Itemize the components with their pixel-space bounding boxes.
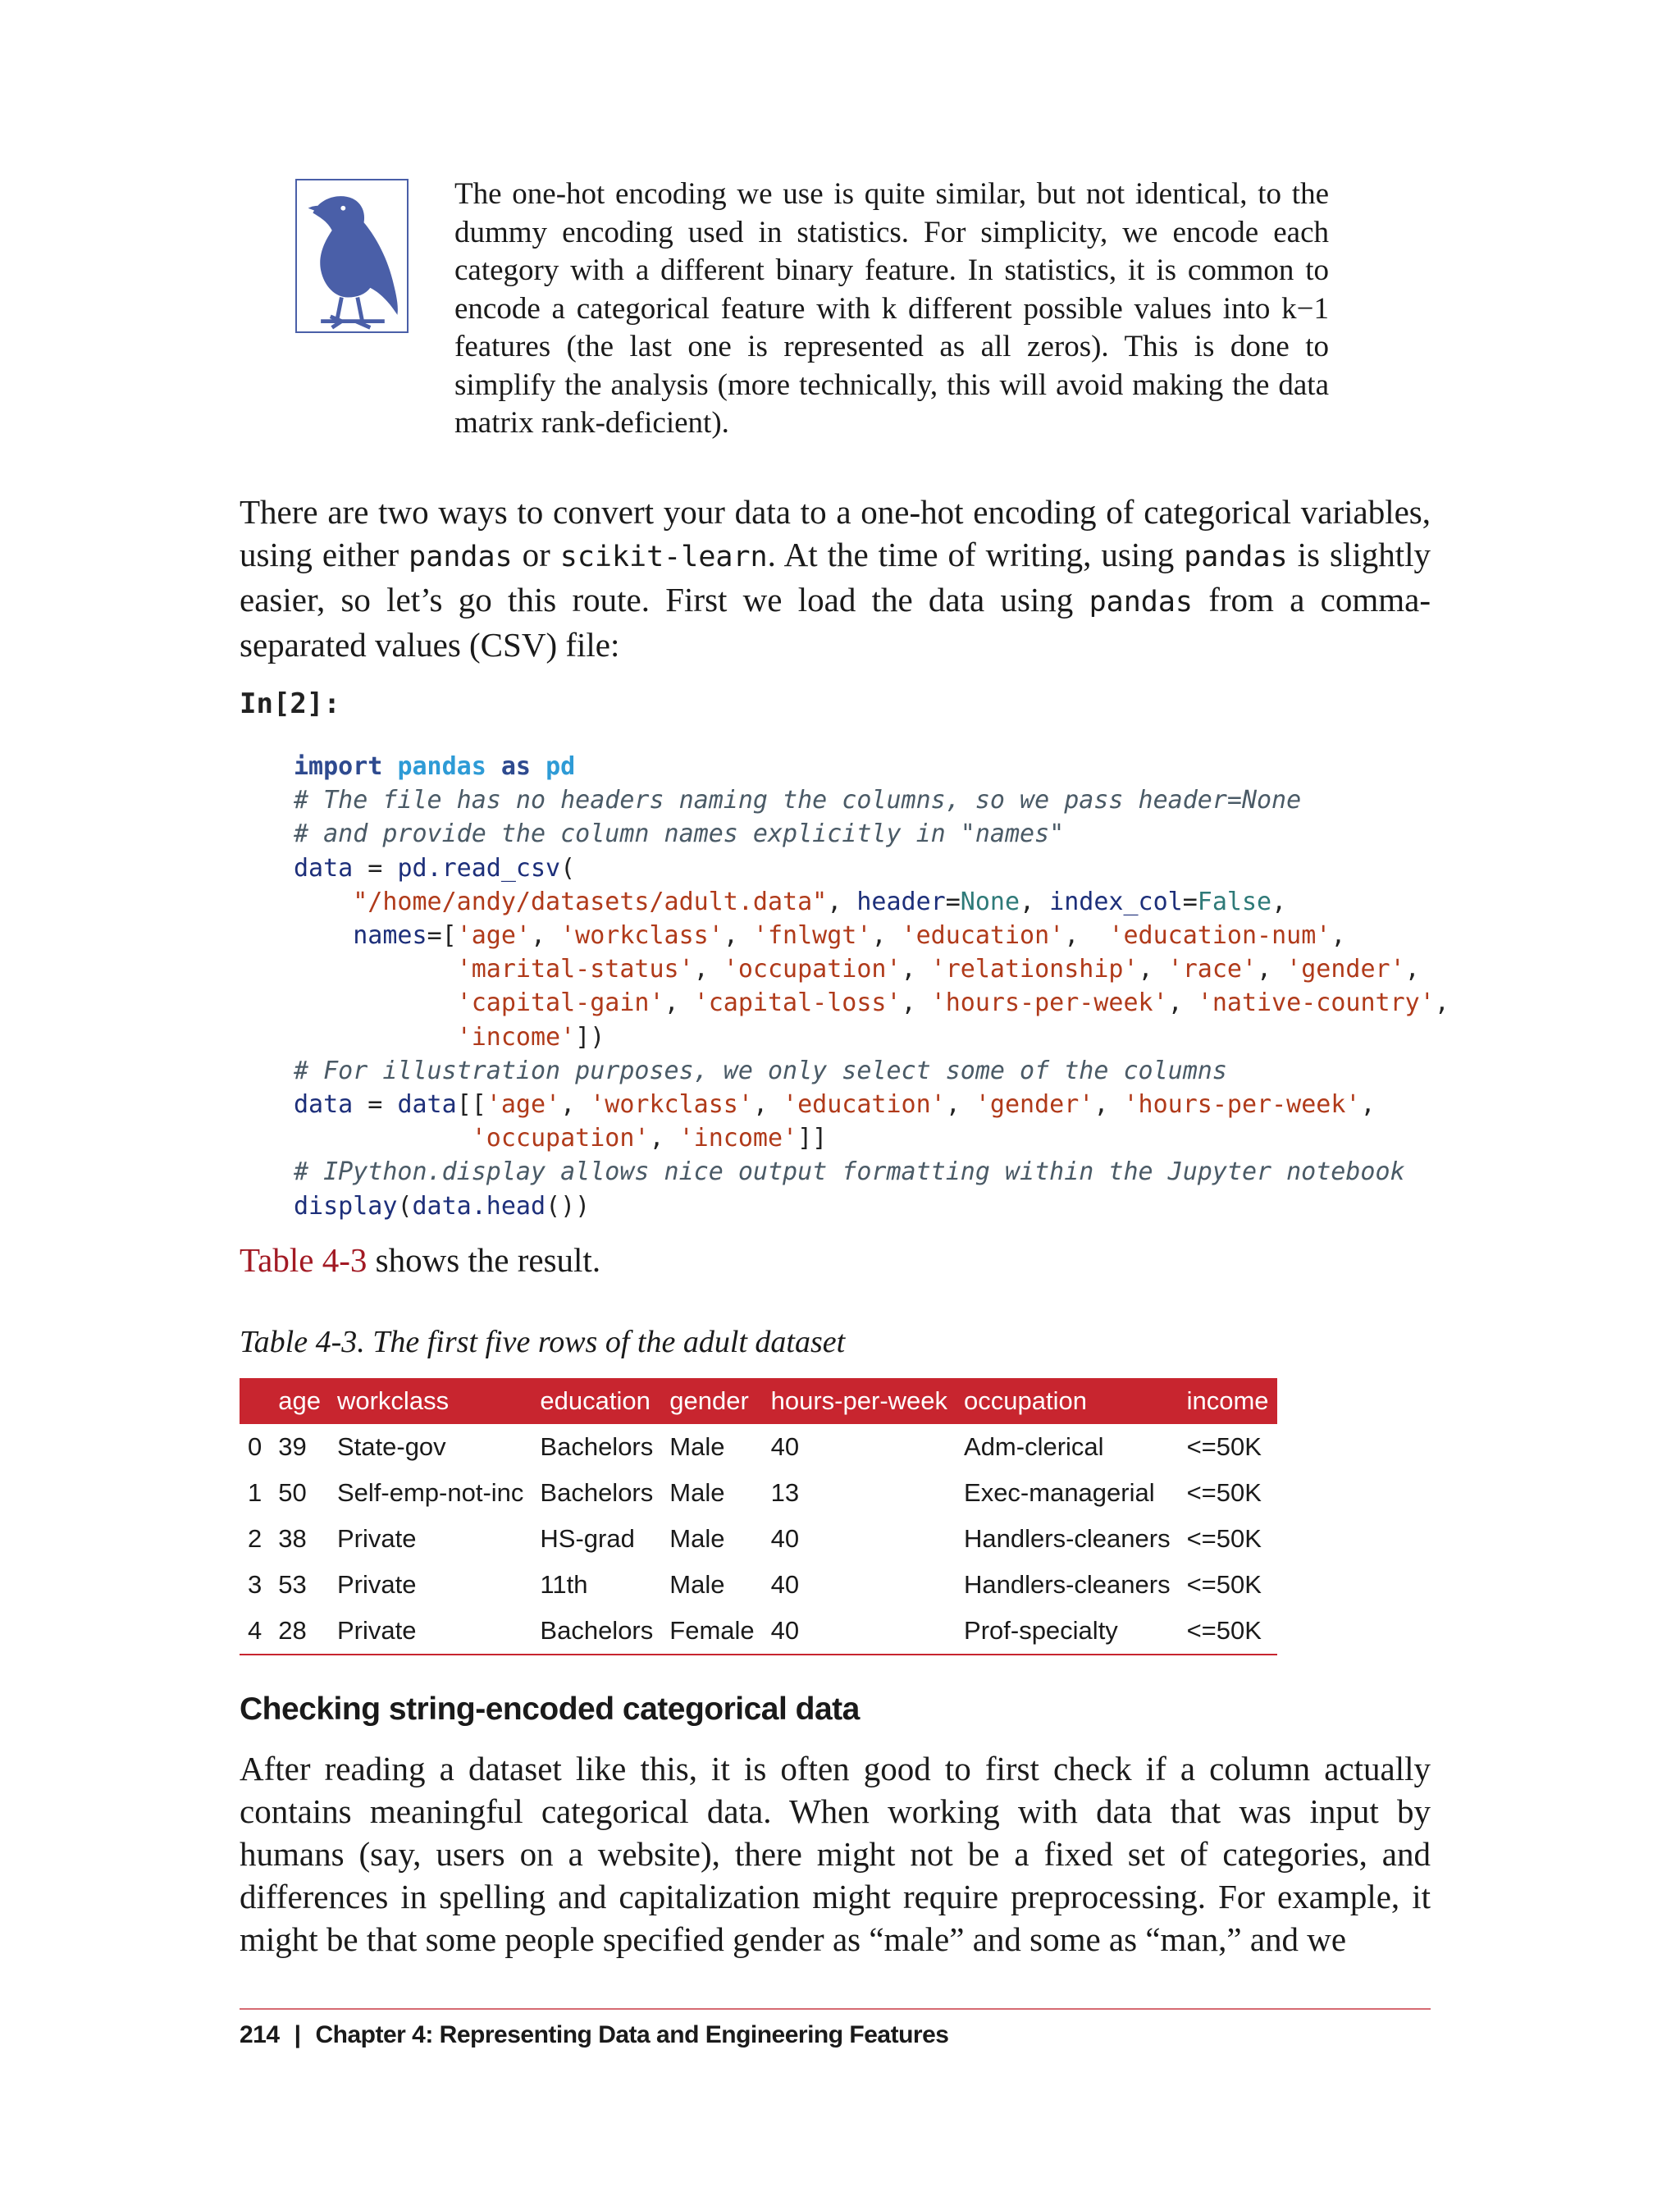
cell-income: <=50K	[1186, 1524, 1262, 1553]
code-call: data.head	[412, 1191, 546, 1221]
header-age: age	[270, 1378, 329, 1424]
cell-age: 50	[278, 1478, 307, 1507]
header-workclass: workclass	[329, 1378, 532, 1424]
code-punct: ,	[901, 955, 931, 984]
code-punct: ,	[664, 988, 694, 1018]
code-call: pd.read_csv	[397, 853, 561, 883]
code-punct: ,	[1167, 988, 1198, 1018]
code-constant: False	[1197, 887, 1272, 916]
cell-index: 2	[248, 1524, 262, 1553]
page-footer	[240, 2021, 948, 2049]
page-number: 214	[240, 2021, 280, 2048]
code-string: 'income'	[678, 1124, 798, 1153]
code-variable: data	[294, 853, 354, 883]
cell-age: 38	[278, 1524, 307, 1553]
code-punct: ,	[1257, 955, 1287, 984]
intro-text-1: There are two ways to convert your data to a one-hot encoding of categorical variables, using either	[240, 493, 1431, 573]
footer-separator: |	[294, 2021, 301, 2048]
code-comment: # For illustration purposes, we only select some of the columns	[294, 1056, 1227, 1085]
cell-occupation: Adm-clerical	[964, 1432, 1104, 1461]
cell-index: 1	[248, 1478, 262, 1507]
cell-occupation: Handlers-cleaners	[964, 1524, 1171, 1553]
code-punct: ,	[1020, 887, 1050, 916]
code-arg: index_col	[1049, 887, 1183, 916]
intro-text-2: or	[512, 536, 560, 573]
header-occupation: occupation	[956, 1378, 1179, 1424]
code-arg: header	[856, 887, 946, 916]
footer-rule	[240, 2008, 1431, 2010]
intro-paragraph	[240, 491, 1431, 666]
code-string: 'fnlwgt'	[752, 921, 872, 951]
cell-education: HS-grad	[540, 1524, 635, 1553]
code-string: 'education-num'	[1108, 921, 1331, 951]
code-string: 'education'	[783, 1090, 946, 1120]
table-header-row	[240, 1378, 1277, 1424]
table-caption: Table 4-3. The first five rows of the adult dataset	[240, 1325, 846, 1359]
code-constant: None	[960, 887, 1020, 916]
inline-code-pandas-2: pandas	[1184, 541, 1288, 573]
header-gender: gender	[661, 1378, 762, 1424]
code-comment: # The file has no headers naming the columns, so we pass header=None	[294, 786, 1302, 815]
code-string: 'gender'	[975, 1090, 1094, 1120]
cell-workclass: Private	[336, 1524, 417, 1553]
cell-education: Bachelors	[540, 1432, 654, 1461]
result-sentence	[240, 1239, 1431, 1281]
cell-gender: Male	[669, 1524, 725, 1553]
code-string: 'workclass'	[560, 921, 724, 951]
code-string: 'occupation'	[471, 1124, 650, 1153]
cell-income: <=50K	[1186, 1478, 1262, 1507]
code-keyword: as	[500, 752, 531, 781]
code-punct: ,	[649, 1124, 679, 1153]
code-punct: ,	[1271, 887, 1287, 916]
cell-education: 11th	[540, 1570, 588, 1599]
cell-workclass: State-gov	[336, 1432, 446, 1461]
cell-workclass: Private	[336, 1570, 417, 1599]
code-punct: (	[397, 1191, 413, 1221]
cell-index: 3	[248, 1570, 262, 1599]
code-operator: =	[353, 1090, 398, 1120]
table-row	[240, 1470, 1277, 1516]
cell-gender: Male	[669, 1478, 725, 1507]
cell-occupation: Exec-managerial	[964, 1478, 1155, 1507]
cell-age: 39	[278, 1432, 307, 1461]
code-variable: data	[294, 1090, 354, 1120]
code-call: display	[294, 1191, 398, 1221]
cell-income: <=50K	[1179, 1608, 1277, 1655]
intro-text-3: . At the time of writing, using	[767, 536, 1185, 573]
cell-hours: 40	[763, 1608, 956, 1655]
cell-income: <=50K	[1186, 1570, 1262, 1599]
code-punct: ,	[560, 1090, 591, 1120]
header-index	[240, 1378, 270, 1424]
code-punct: ,	[827, 887, 857, 916]
cell-index: 0	[248, 1432, 262, 1461]
code-keyword: import	[294, 752, 383, 781]
code-punct: [[	[456, 1090, 486, 1120]
code-punct: ,	[752, 1090, 783, 1120]
code-prompt: In[2]:	[240, 687, 340, 720]
cell-gender: Male	[669, 1570, 725, 1599]
code-comment: # IPython.display allows nice output formatting within the Jupyter notebook	[294, 1157, 1405, 1187]
code-punct: ,	[901, 988, 931, 1018]
inline-code-pandas-3: pandas	[1089, 586, 1193, 619]
cell-hours: 40	[770, 1432, 800, 1461]
intro-text-5: from a comma-separated values (CSV) file:	[240, 581, 1431, 664]
code-module: pd	[546, 752, 576, 781]
cell-workclass: Private	[329, 1608, 532, 1655]
code-punct: ,	[1138, 955, 1168, 984]
table-row	[240, 1424, 1277, 1470]
inline-code-pandas: pandas	[409, 541, 513, 573]
code-string: 'income'	[456, 1022, 576, 1052]
table-row	[240, 1562, 1277, 1608]
code-string: "/home/andy/datasets/adult.data"	[353, 887, 828, 916]
cell-gender: Male	[669, 1432, 725, 1461]
result-text: shows the result.	[367, 1241, 601, 1279]
cell-age: 28	[270, 1608, 329, 1655]
note-text: The one-hot encoding we use is quite similar, but not identical, to the dummy encoding used in statistics. For simplicity, we encode each category with a different binary feature. In statistics, it is common to encode a categorical feature with k different possible values into k−1 features (the last one is represented as all zeros). This is done to simplify the analysis (more technically, this will avoid making the data matrix rank-deficient).	[454, 177, 1329, 440]
code-punct: =	[945, 887, 961, 916]
code-punct: (	[560, 853, 576, 883]
code-string: 'hours-per-week'	[930, 988, 1168, 1018]
cell-age: 53	[278, 1570, 307, 1599]
cell-hours: 40	[770, 1524, 800, 1553]
code-punct: ]]	[797, 1124, 828, 1153]
cell-hours: 40	[770, 1570, 800, 1599]
code-string: 'gender'	[1286, 955, 1405, 984]
adult-dataset-table	[240, 1378, 1277, 1655]
table-row	[240, 1608, 1277, 1655]
code-punct: =	[1182, 887, 1198, 916]
code-string: 'hours-per-week'	[1123, 1090, 1361, 1120]
header-income: income	[1179, 1378, 1277, 1424]
cell-income: <=50K	[1186, 1432, 1262, 1461]
cell-hours: 13	[770, 1478, 800, 1507]
cell-gender: Female	[661, 1608, 762, 1655]
code-punct: ,	[945, 1090, 975, 1120]
code-string: 'age'	[456, 921, 531, 951]
inline-code-scikit-learn: scikit-learn	[559, 541, 768, 573]
code-punct: ,	[531, 921, 561, 951]
code-punct: ,	[871, 921, 902, 951]
code-arg: names	[353, 921, 427, 951]
code-operator: =	[353, 853, 398, 883]
code-string: 'race'	[1167, 955, 1258, 984]
body-paragraph: After reading a dataset like this, it is often good to first check if a column actually contains meaningful categorical data. When working with data that was input by humans (say, users on a website), there might not be a fixed set of categories, and differences in spelling and capitalization might require preprocessing. For example, it might be that some people specified gender as “male” and some as “man,” and we	[240, 1750, 1431, 1958]
cell-workclass: Self-emp-not-inc	[336, 1478, 524, 1507]
code-string: 'native-country'	[1197, 988, 1435, 1018]
chapter-title: Chapter 4: Representing Data and Engineering Features	[315, 2021, 949, 2048]
code-punct: ())	[546, 1191, 591, 1221]
bird-icon	[295, 179, 409, 333]
code-string: 'relationship'	[930, 955, 1139, 984]
cell-education: Bachelors	[540, 1478, 654, 1507]
code-punct: ,	[1093, 1090, 1124, 1120]
code-string: 'education'	[901, 921, 1065, 951]
code-string: 'occupation'	[723, 955, 902, 984]
code-comment: # and provide the column names explicitly in "names"	[294, 819, 1065, 849]
code-block: import pandas as pd # The file has no headers naming the columns, so we pass header=None # and provide the column names explicitly in "names" data = pd.read_csv( "/home/andy/datasets/adult.data", header=None, index_col=False, names=['age', 'workclass', 'fnlwgt', 'education', 'education-num', 'marital-status', 'occupation', 'relationship', 'race', 'gender', 'capital-gain', 'capital-loss', 'hours-per-week', 'native-country', 'income']) # For illustration purposes, we only select some of the columns data = data[['age', 'workclass', 'education', 'gender', 'hours-per-week', 'occupation', 'income']] # IPython.display allows nice output formatting within the Jupyter notebook display(data.head())	[294, 752, 1449, 1221]
code-punct: ,	[1064, 921, 1094, 951]
header-education: education	[532, 1378, 661, 1424]
cell-index: 4	[240, 1608, 270, 1655]
code-variable: data	[397, 1090, 457, 1120]
code-string: 'capital-gain'	[456, 988, 664, 1018]
cell-education: Bachelors	[532, 1608, 661, 1655]
code-string: 'marital-status'	[456, 955, 694, 984]
intro-text-4: is slightly easier, so let’s go this route. First we load the data using	[240, 536, 1431, 619]
cell-occupation: Prof-specialty	[956, 1608, 1179, 1655]
header-hours-per-week: hours-per-week	[763, 1378, 956, 1424]
code-string: 'workclass'	[590, 1090, 753, 1120]
cell-occupation: Handlers-cleaners	[964, 1570, 1171, 1599]
code-string: 'age'	[486, 1090, 561, 1120]
code-string: 'capital-loss'	[693, 988, 902, 1018]
code-module: pandas	[397, 752, 486, 781]
section-subheading: Checking string-encoded categorical data	[240, 1691, 860, 1727]
code-punct: ,	[693, 955, 724, 984]
code-punct: ])	[575, 1022, 605, 1052]
table-row	[240, 1516, 1277, 1562]
code-punct: ,	[723, 921, 753, 951]
code-punct: =[	[427, 921, 457, 951]
table-reference-link[interactable]: Table 4-3	[240, 1241, 368, 1279]
